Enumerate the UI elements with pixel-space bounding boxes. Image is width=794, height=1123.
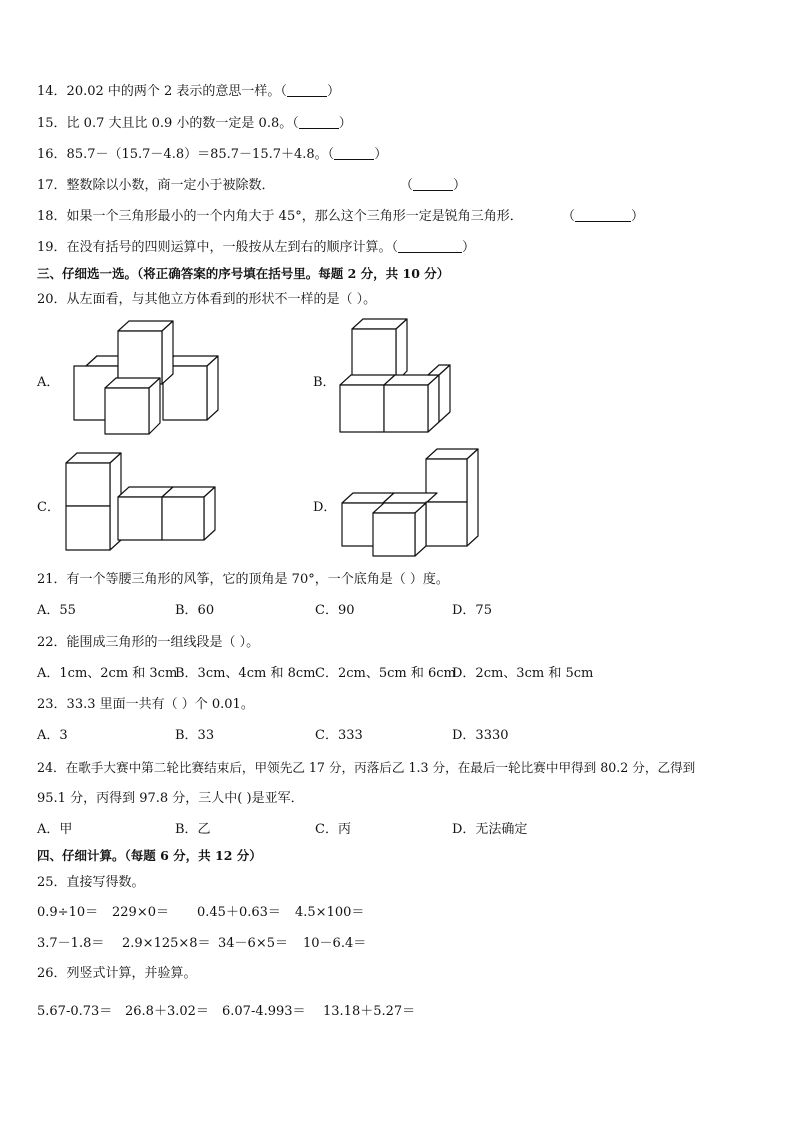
section-heading-3: 三、仔细选一选。（将正确答案的序号填在括号里。每题 2 分，共 10 分） [37, 266, 450, 281]
option-d[interactable]: D．2cm、3cm 和 5cm [452, 666, 594, 681]
question-17: 17．整数除以小数，商一定小于被除数． [37, 178, 275, 193]
question-15: 15．比 0.7 大且比 0.9 小的数一定是 0.8。（ ） [37, 116, 352, 131]
calc-item: 10－6.4＝ [303, 936, 367, 951]
question-21: 21．有一个等腰三角形的风筝，它的顶角是 70°，一个底角是（ ）度。 [37, 572, 449, 587]
question-18: 18．如果一个三角形最小的一个内角大于 45°，那么这个三角形一定是锐角三角形． [37, 209, 523, 224]
question-18-bracket: （ ） [562, 209, 645, 224]
calc-item: 2.9×125×8＝ [122, 936, 211, 951]
answer-blank[interactable] [575, 209, 631, 222]
calc-item: 3.7－1.8＝ [37, 936, 105, 951]
answer-blank[interactable] [413, 178, 453, 191]
question-24-line-1: 24．在歌手大赛中第二轮比赛结束后，甲领先乙 17 分，丙落后乙 1.3 分，在最后一轮比赛中甲得到 80.2 分，乙得到 [37, 760, 696, 775]
calc-item: 0.9÷10＝ [37, 905, 99, 920]
calc-item: 13.18＋5.27＝ [323, 1004, 416, 1019]
question-23: 23．33.3 里面一共有（ ）个 0.01。 [37, 697, 254, 712]
calc-item: 4.5×100＝ [295, 905, 365, 920]
question-26: 26．列竖式计算，并验算。 [37, 966, 197, 981]
calc-item: 229×0＝ [112, 905, 169, 920]
question-22: 22．能围成三角形的一组线段是（ ）。 [37, 635, 260, 650]
calc-item: 5.67-0.73＝ [37, 1004, 113, 1019]
answer-blank[interactable] [334, 147, 374, 160]
option-label-d[interactable]: D． [313, 500, 337, 515]
question-25: 25．直接写得数。 [37, 875, 145, 890]
option-label-b[interactable]: B． [313, 375, 336, 390]
calc-item: 6.07-4.993＝ [222, 1004, 306, 1019]
option-c[interactable]: C．丙 [315, 822, 351, 837]
question-20: 20．从左面看，与其他立方体看到的形状不一样的是（ ）。 [37, 292, 377, 307]
question-14: 14．20.02 中的两个 2 表示的意思一样。（ ） [37, 84, 340, 99]
option-a[interactable]: A．3 [37, 728, 68, 743]
calc-item: 0.45＋0.63＝ [197, 905, 281, 920]
question-16: 16．85.7－（15.7－4.8）＝85.7－15.7＋4.8。（ ） [37, 147, 388, 162]
cube-figure-d [342, 449, 478, 556]
option-b[interactable]: B．3cm、4cm 和 8cm [175, 666, 316, 681]
question-19: 19．在没有括号的四则运算中，一般按从左到右的顺序计算。（ ） [37, 240, 476, 255]
question-24-line-2: 95.1 分，丙得到 97.8 分，三人中( )是亚军． [37, 791, 304, 806]
option-label-a[interactable]: A． [37, 375, 60, 390]
option-c[interactable]: C．333 [315, 728, 363, 743]
question-17-bracket: （ ） [400, 178, 467, 193]
cube-figure-a [74, 321, 218, 434]
option-c[interactable]: C．90 [315, 603, 355, 618]
cube-figure-b [340, 319, 450, 432]
option-b[interactable]: B．60 [175, 603, 215, 618]
answer-blank[interactable] [287, 84, 327, 97]
calc-item: 34－6×5＝ [218, 936, 288, 951]
option-d[interactable]: D．75 [452, 603, 492, 618]
option-label-c[interactable]: C． [37, 500, 60, 515]
option-a[interactable]: A．1cm、2cm 和 3cm [37, 666, 178, 681]
option-d[interactable]: D．无法确定 [452, 822, 528, 837]
section-heading-4: 四、仔细计算。（每题 6 分，共 12 分） [37, 848, 262, 863]
option-b[interactable]: B．33 [175, 728, 215, 743]
option-c[interactable]: C．2cm、5cm 和 6cm [315, 666, 456, 681]
option-a[interactable]: A．55 [37, 603, 76, 618]
option-d[interactable]: D．3330 [452, 728, 509, 743]
option-b[interactable]: B．乙 [175, 822, 211, 837]
calc-item: 26.8＋3.02＝ [125, 1004, 209, 1019]
cube-figures [0, 300, 794, 565]
answer-blank[interactable] [398, 240, 462, 253]
answer-blank[interactable] [299, 116, 339, 129]
option-a[interactable]: A．甲 [37, 822, 73, 837]
cube-figure-c [66, 453, 215, 550]
